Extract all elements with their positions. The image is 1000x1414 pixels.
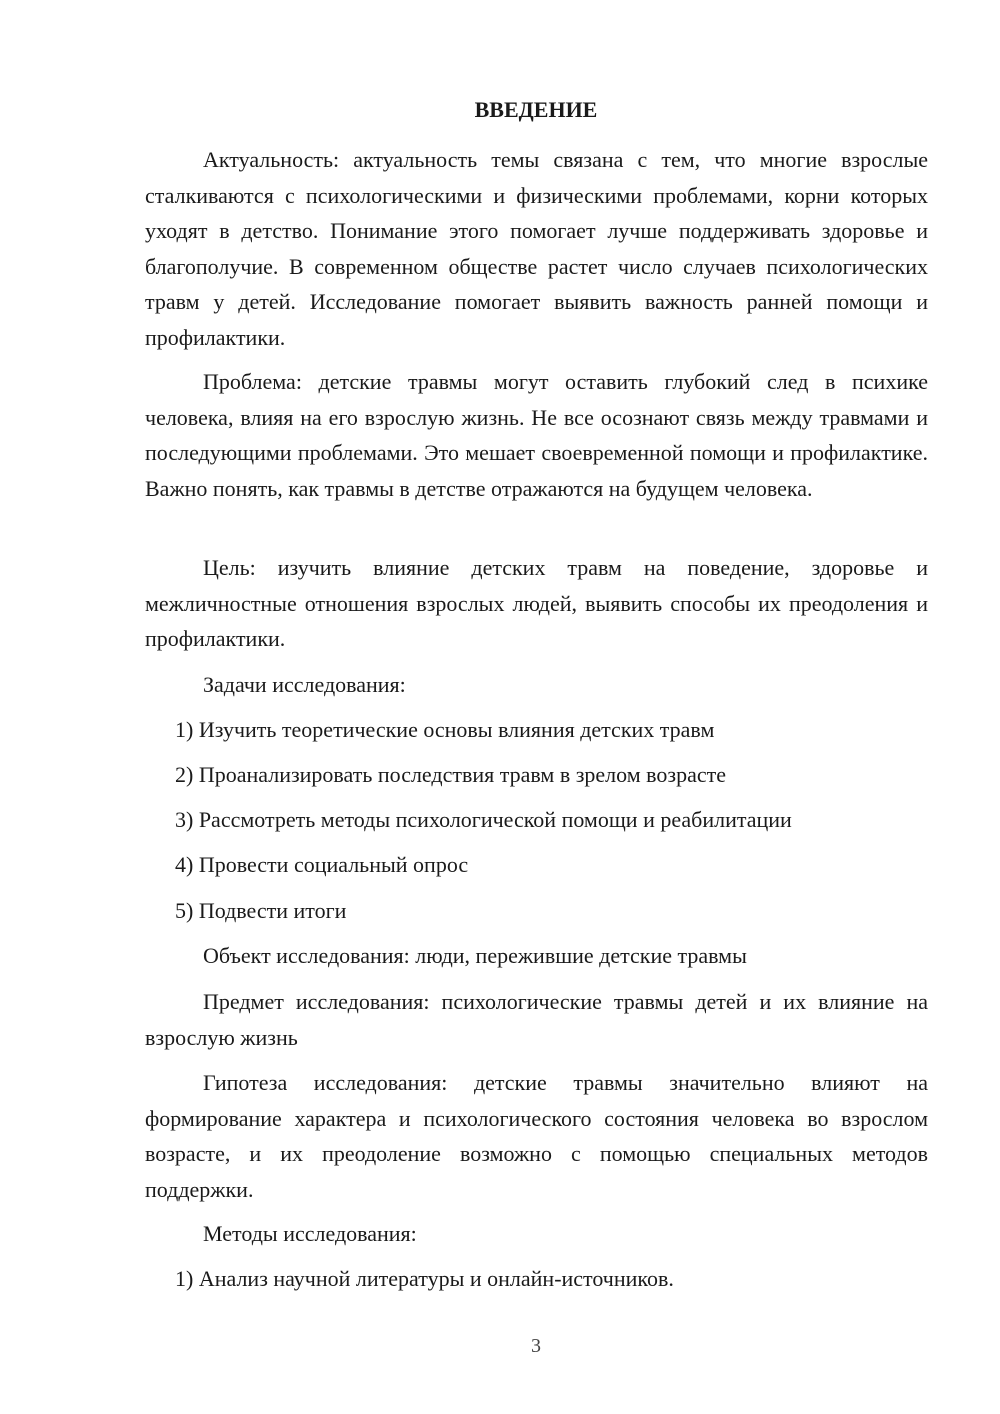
page-number: 3: [531, 1335, 541, 1357]
object-paragraph: Объект исследования: люди, пережившие детские травмы: [203, 943, 747, 968]
task-item-5: 5) Подвести итоги: [175, 898, 347, 923]
problem-paragraph: Проблема: детские травмы могут оставить глубокий след в психике человека, влияя на его взрослую жизнь. Не все осознают связь между травмами и последующими проблемами. Это мешает своевременной помощи и профилактике. Важно понять, как травмы в детстве отражаются на будущем человека.: [145, 369, 928, 501]
method-item-1: 1) Анализ научной литературы и онлайн-источников.: [175, 1266, 674, 1291]
page-title: ВВЕДЕНИЕ: [474, 97, 598, 122]
tasks-title: Задачи исследования:: [203, 672, 406, 697]
task-item-4: 4) Провести социальный опрос: [175, 852, 469, 877]
methods-title: Методы исследования:: [203, 1221, 417, 1246]
task-item-3: 3) Рассмотреть методы психологической помощи и реабилитации: [175, 807, 792, 832]
subject-paragraph: Предмет исследования: психологические травмы детей и их влияние на взрослую жизнь: [145, 989, 928, 1050]
task-item-2: 2) Проанализировать последствия травм в зрелом возрасте: [175, 762, 726, 787]
relevance-paragraph: Актуальность: актуальность темы связана с тем, что многие взрослые сталкиваются с психологическими и физическими проблемами, корни которых уходят в детство. Понимание этого помогает лучше поддерживать здоровье и благополучие. В современном обществе растет число случаев психологических травм у детей. Исследование помогает выявить важность ранней помощи и профилактики.: [145, 147, 928, 350]
hypothesis-paragraph: Гипотеза исследования: детские травмы значительно влияют на формирование характера и психологического состояния человека во взрослом возрасте, и их преодоление возможно с помощью специальных методов поддержки.: [145, 1070, 928, 1202]
task-item-1: 1) Изучить теоретические основы влияния детских травм: [175, 717, 715, 742]
goal-paragraph: Цель: изучить влияние детских травм на поведение, здоровье и межличностные отношения взрослых людей, выявить способы их преодоления и профилактики.: [145, 555, 928, 651]
